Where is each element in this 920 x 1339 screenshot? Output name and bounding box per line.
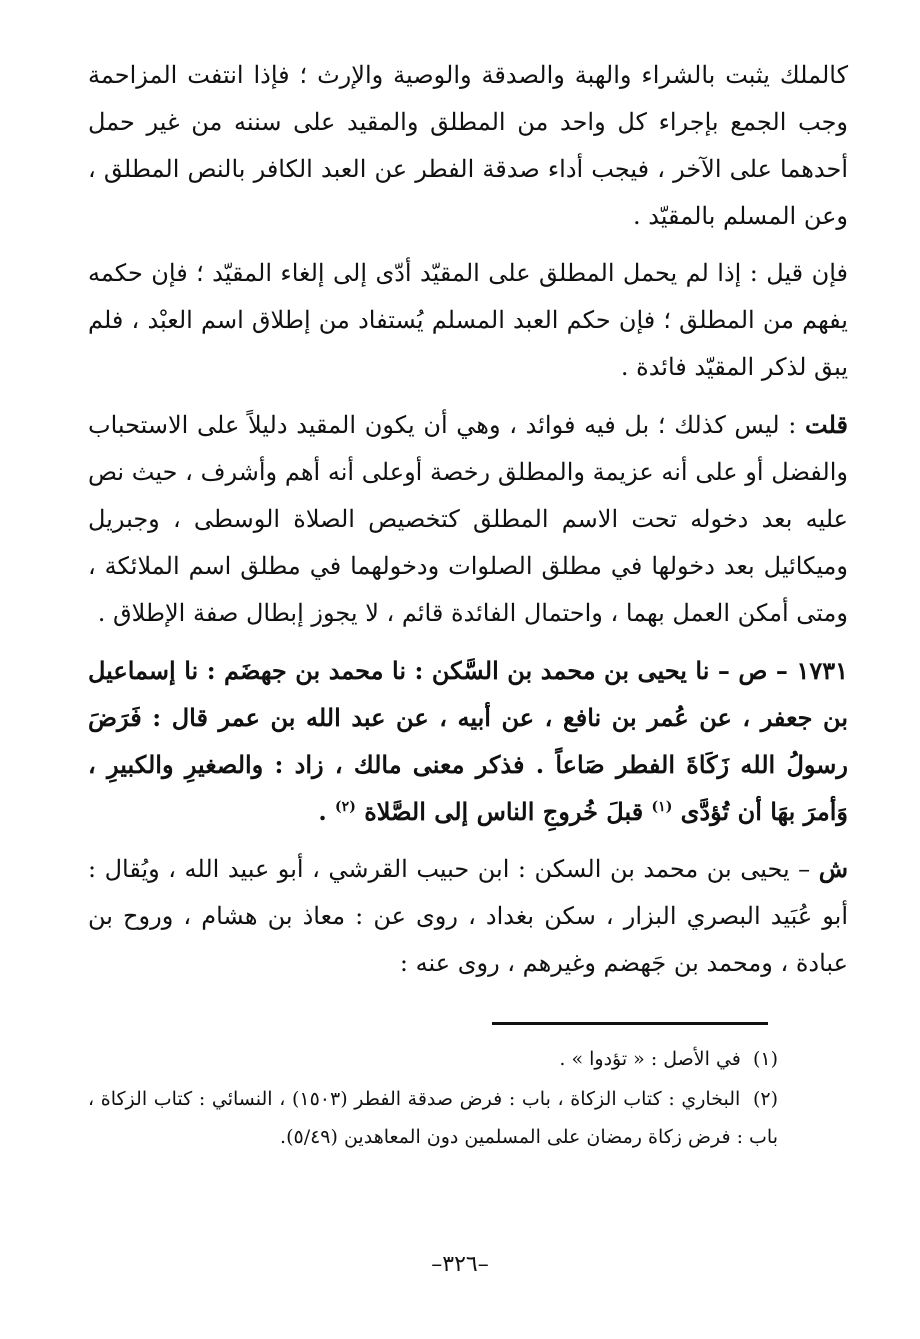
- footnote-1-number: (١): [752, 1048, 778, 1070]
- page-number: –٣٢٦–: [431, 1252, 489, 1277]
- footnote-2-number: (٢): [752, 1088, 778, 1110]
- paragraph-3-lead: قلت: [805, 410, 848, 439]
- footnotes: [88, 1040, 778, 1158]
- hadith-end: .: [318, 797, 336, 826]
- footnote-ref-1: (١): [651, 799, 673, 815]
- footnote-separator: [492, 1022, 768, 1025]
- hadith-body: ١٧٣١ – ص – نا يحيى بن محمد بن السَّكن : نا محمد بن جهضَم : نا إسماعيل بن جعفر ، عن عُمر بن نافع ، عن أبيه ، عن عبد الله بن عمر قال : فَرَضَ رسولُ الله زَكَاةَ الفطر صَاعاً . فذكر معنى مالك ، زاد : والصغيرِ والكبيرِ ، وَأمرَ بهَا أن تُؤدَّى: [88, 656, 848, 826]
- commentary-text: – يحيى بن محمد بن السكن : ابن حبيب القرشي ، أبو عبيد الله ، ويُقال : أبو عُبَيد البصري البزار ، سكن بغداد ، روى عن : معاذ بن هشام ، وروح بن عبادة ، ومحمد بن جَهضم وغيرهم ، روى عنه :: [88, 855, 848, 977]
- main-text: [88, 52, 848, 997]
- paragraph-3: [88, 401, 848, 637]
- paragraph-2: [88, 250, 848, 391]
- paragraph-1: [88, 52, 848, 240]
- footnote-ref-2: (٢): [335, 799, 356, 815]
- footnote-1: [88, 1040, 778, 1078]
- footnote-2: [88, 1080, 778, 1156]
- footnote-1-text: في الأصل : « تؤدوا » .: [559, 1048, 741, 1070]
- paragraph-1-text: كالملك يثبت بالشراء والهبة والصدقة والوصية والإرث ؛ فإذا انتفت المزاحمة وجب الجمع بإجراء كل واحد من المطلق والمقيد على سننه من غير حمل أحدهما على الآخر ، فيجب أداء صدقة الفطر عن العبد الكافر بالنص المطلق ، وعن المسلم بالمقيّد .: [88, 61, 848, 230]
- commentary: [88, 845, 848, 987]
- paragraph-2-text: فإن قيل : إذا لم يحمل المطلق على المقيّد أدّى إلى إلغاء المقيّد ؛ فإن حكمه يفهم من المطلق ؛ فإن حكم العبد المسلم يُستفاد من إطلاق اسم العبْد ، فلم يبق لذكر المقيّد فائدة .: [88, 259, 848, 381]
- commentary-lead: ش: [818, 854, 848, 883]
- footnote-2-text: البخاري : كتاب الزكاة ، باب : فرض صدقة الفطر (١٥٠٣) ، النسائي : كتاب الزكاة ، باب : فرض زكاة رمضان على المسلمين دون المعاهدين (٥/٤٩).: [88, 1088, 778, 1148]
- paragraph-3-text: : ليس كذلك ؛ بل فيه فوائد ، وهي أن يكون المقيد دليلاً على الاستحباب والفضل أو على أنه عزيمة والمطلق رخصة أوعلى أنه أهم وأشرف ، حيث نص عليه بعد دخوله تحت الاسم المطلق كتخصيص الصلاة الوسطى ، وجبريل وميكائيل بعد دخولها في مطلق الصلوات ودخولهما في مطلق اسم الملائكة ، ومتى أمكن العمل بهما ، واحتمال الفائدة قائم ، لا يجوز إبطال صفة الإطلاق .: [88, 411, 849, 627]
- hadith-text: [88, 647, 848, 835]
- hadith-body-continued: قبلَ خُروجِ الناس إلى الصَّلاة: [364, 797, 652, 826]
